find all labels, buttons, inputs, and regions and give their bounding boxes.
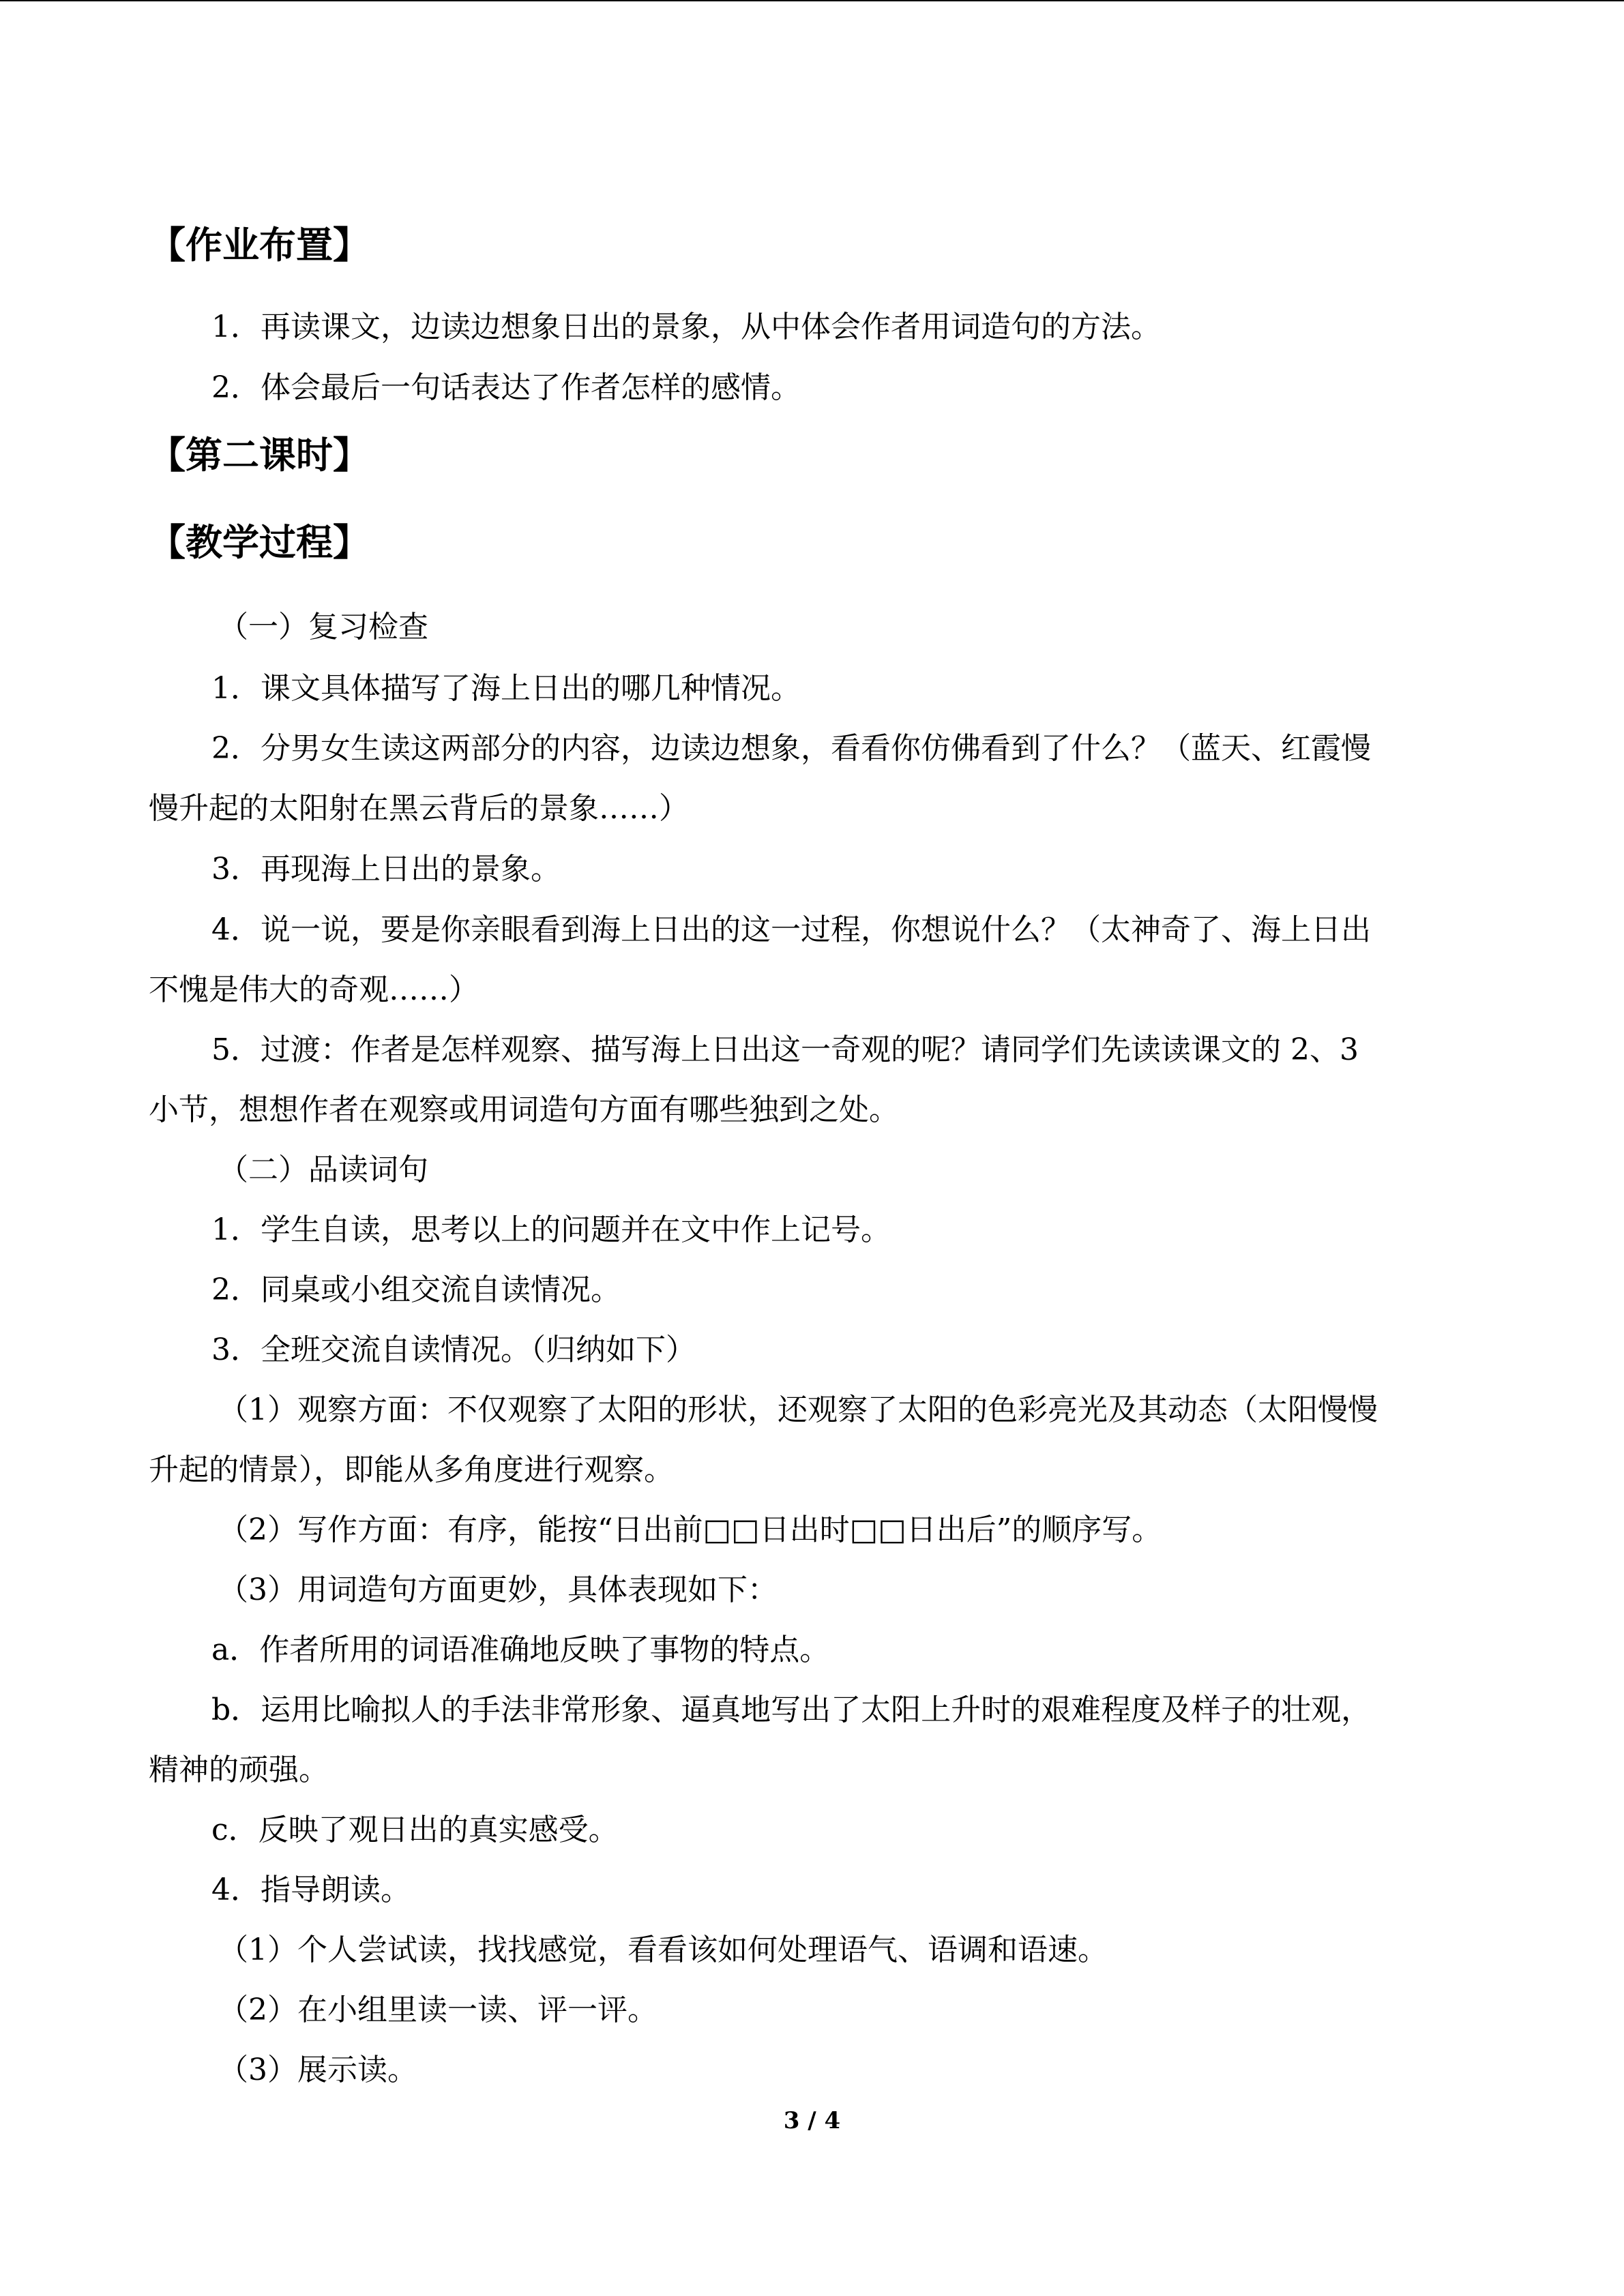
section2-point-b-line2: 精神的顽强。	[149, 1753, 329, 1787]
section2-item-2: 2．同桌或小组交流自读情况。	[211, 1272, 621, 1307]
process-heading: 【教学过程】	[149, 520, 370, 564]
page-number: 3 / 4	[783, 2107, 841, 2134]
section2-item-3: 3．全班交流自读情况。（归纳如下）	[211, 1332, 696, 1367]
section2-read-2: （2）在小组里读一读、评一评。	[218, 1993, 658, 2027]
section2-sub-1-line1: （1）观察方面：不仅观察了太阳的形状，还观察了太阳的色彩亮光及其动态（太阳慢慢	[218, 1392, 1378, 1427]
section2-point-b-line1: b．运用比喻拟人的手法非常形象、逼真地写出了太阳上升时的艰难程度及样子的壮观，	[211, 1693, 1372, 1727]
section1-item-5-line2: 小节，想想作者在观察或用词造句方面有哪些独到之处。	[149, 1092, 899, 1127]
homework-item-2: 2．体会最后一句话表达了作者怎样的感情。	[211, 370, 801, 405]
section1-item-2-line2: 慢升起的太阳射在黑云背后的景象……）	[149, 791, 689, 826]
lesson2-heading: 【第二课时】	[149, 433, 370, 477]
section2-point-c: c．反映了观日出的真实感受。	[211, 1813, 619, 1847]
section2-read-1: （1）个人尝试读，找找感觉，看看该如何处理语气、语调和语速。	[218, 1933, 1108, 1967]
homework-heading: 【作业布置】	[149, 223, 370, 267]
section2-item-1: 1．学生自读，思考以上的问题并在文中作上记号。	[211, 1212, 891, 1247]
section1-item-3: 3．再现海上日出的景象。	[211, 852, 561, 886]
section2-sub-3: （3）用词造句方面更妙，具体表现如下：	[218, 1572, 778, 1607]
section2-point-a: a．作者所用的词语准确地反映了事物的特点。	[211, 1632, 830, 1667]
section2-read-3: （3）展示读。	[218, 2053, 417, 2087]
section2-sub-2: （2）写作方面：有序，能按“日出前□□日出时□□日出后”的顺序写。	[218, 1512, 1162, 1547]
homework-item-1: 1．再读课文，边读边想象日出的景象，从中体会作者用词造句的方法。	[211, 310, 1161, 344]
section1-item-4-line1: 4．说一说，要是你亲眼看到海上日出的这一过程，你想说什么？（太神奇了、海上日出	[211, 912, 1371, 947]
section2-title: （二）品读词句	[218, 1152, 428, 1187]
section1-item-4-line2: 不愧是伟大的奇观……）	[149, 972, 479, 1007]
section1-item-1: 1．课文具体描写了海上日出的哪几种情况。	[211, 671, 801, 706]
section2-item-4: 4．指导朗读。	[211, 1873, 411, 1907]
section2-sub-1-line2: 升起的情景），即能从多角度进行观察。	[149, 1452, 674, 1487]
top-border-line	[0, 0, 1624, 1]
section1-title: （一）复习检查	[218, 610, 428, 644]
section1-item-5-line1: 5．过渡：作者是怎样观察、描写海上日出这一奇观的呢？请同学们先读读课文的 2、3	[211, 1032, 1359, 1067]
section1-item-2-line1: 2．分男女生读这两部分的内容，边读边想象，看看你仿佛看到了什么？（蓝天、红霞慢	[211, 731, 1371, 766]
